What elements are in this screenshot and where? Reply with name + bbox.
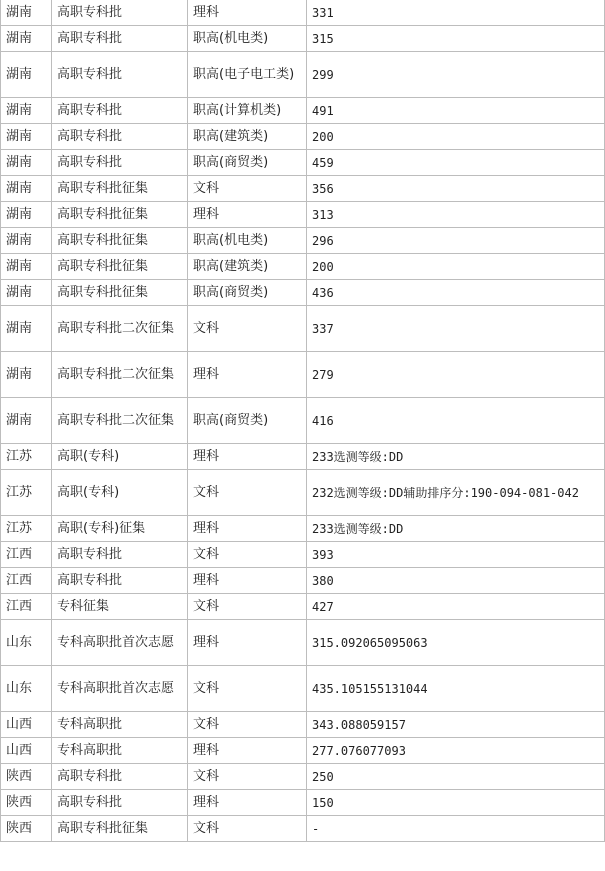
score-cell: 313: [307, 202, 605, 228]
score-cell: 343.088059157: [307, 712, 605, 738]
table-row: [1, 398, 605, 444]
batch-cell: 高职专科批征集: [52, 228, 188, 254]
batch-cell: 高职专科批: [52, 98, 188, 124]
batch-cell: 高职专科批: [52, 0, 188, 26]
score-cell: 436: [307, 280, 605, 306]
subject-cell: 理科: [188, 444, 307, 470]
province-cell: 湖南: [1, 0, 52, 26]
subject-cell: 文科: [188, 712, 307, 738]
batch-cell: 专科高职批: [52, 738, 188, 764]
table-row: [1, 738, 605, 764]
score-cell: 279: [307, 352, 605, 398]
subject-cell: 职高(商贸类): [188, 280, 307, 306]
table-row: [1, 254, 605, 280]
province-cell: 湖南: [1, 306, 52, 352]
province-cell: 山西: [1, 712, 52, 738]
batch-cell: 高职专科批: [52, 150, 188, 176]
table-row: [1, 594, 605, 620]
score-cell: 337: [307, 306, 605, 352]
subject-cell: 文科: [188, 764, 307, 790]
table-row: [1, 52, 605, 98]
score-cell: 427: [307, 594, 605, 620]
subject-cell: 理科: [188, 568, 307, 594]
subject-cell: 职高(商贸类): [188, 150, 307, 176]
province-cell: 湖南: [1, 124, 52, 150]
province-cell: 湖南: [1, 150, 52, 176]
province-cell: 湖南: [1, 176, 52, 202]
score-cell: 315: [307, 26, 605, 52]
table-row: [1, 306, 605, 352]
batch-cell: 高职专科批二次征集: [52, 352, 188, 398]
batch-cell: 高职专科批: [52, 790, 188, 816]
score-cell: 299: [307, 52, 605, 98]
score-cell: -: [307, 816, 605, 842]
batch-cell: 高职专科批征集: [52, 202, 188, 228]
score-cell: 356: [307, 176, 605, 202]
table-row: [1, 26, 605, 52]
table-row: [1, 470, 605, 516]
subject-cell: 职高(电子电工类): [188, 52, 307, 98]
province-cell: 山西: [1, 738, 52, 764]
batch-cell: 高职专科批二次征集: [52, 306, 188, 352]
province-cell: 湖南: [1, 52, 52, 98]
score-cell: 200: [307, 254, 605, 280]
table-row: [1, 0, 605, 26]
batch-cell: 高职专科批: [52, 542, 188, 568]
subject-cell: 理科: [188, 620, 307, 666]
score-cell: 331: [307, 0, 605, 26]
batch-cell: 高职专科批二次征集: [52, 398, 188, 444]
batch-cell: 高职专科批征集: [52, 816, 188, 842]
subject-cell: 文科: [188, 666, 307, 712]
province-cell: 山东: [1, 666, 52, 712]
table-row: [1, 280, 605, 306]
subject-cell: 理科: [188, 738, 307, 764]
batch-cell: 高职专科批: [52, 52, 188, 98]
province-cell: 江西: [1, 568, 52, 594]
province-cell: 湖南: [1, 398, 52, 444]
batch-cell: 专科高职批: [52, 712, 188, 738]
province-cell: 湖南: [1, 280, 52, 306]
subject-cell: 职高(商贸类): [188, 398, 307, 444]
batch-cell: 高职专科批: [52, 764, 188, 790]
batch-cell: 专科征集: [52, 594, 188, 620]
score-cell: 393: [307, 542, 605, 568]
score-cell: 232选测等级:DD辅助排序分:190-094-081-042: [307, 470, 605, 516]
province-cell: 江苏: [1, 444, 52, 470]
batch-cell: 高职专科批征集: [52, 254, 188, 280]
batch-cell: 高职专科批: [52, 124, 188, 150]
table-row: [1, 352, 605, 398]
province-cell: 湖南: [1, 228, 52, 254]
table-row: [1, 228, 605, 254]
table-row: [1, 712, 605, 738]
table-row: [1, 516, 605, 542]
batch-cell: 专科高职批首次志愿: [52, 666, 188, 712]
table-row: [1, 568, 605, 594]
subject-cell: 文科: [188, 816, 307, 842]
table-row: [1, 542, 605, 568]
table-row: [1, 150, 605, 176]
table-row: [1, 790, 605, 816]
table-row: [1, 444, 605, 470]
subject-cell: 文科: [188, 542, 307, 568]
table-row: [1, 176, 605, 202]
score-cell: 315.092065095063: [307, 620, 605, 666]
table-row: [1, 666, 605, 712]
province-cell: 陕西: [1, 790, 52, 816]
batch-cell: 专科高职批首次志愿: [52, 620, 188, 666]
table-row: [1, 98, 605, 124]
province-cell: 湖南: [1, 98, 52, 124]
subject-cell: 理科: [188, 352, 307, 398]
province-cell: 湖南: [1, 352, 52, 398]
score-cell: 491: [307, 98, 605, 124]
table-row: [1, 124, 605, 150]
score-cell: 233选测等级:DD: [307, 516, 605, 542]
table-row: [1, 202, 605, 228]
province-cell: 江苏: [1, 470, 52, 516]
score-cell: 416: [307, 398, 605, 444]
province-cell: 湖南: [1, 202, 52, 228]
score-cell: 380: [307, 568, 605, 594]
batch-cell: 高职专科批征集: [52, 176, 188, 202]
subject-cell: 文科: [188, 306, 307, 352]
batch-cell: 高职专科批征集: [52, 280, 188, 306]
subject-cell: 文科: [188, 470, 307, 516]
batch-cell: 高职(专科): [52, 470, 188, 516]
table-row: [1, 620, 605, 666]
province-cell: 陕西: [1, 764, 52, 790]
batch-cell: 高职(专科)征集: [52, 516, 188, 542]
score-cell: 200: [307, 124, 605, 150]
subject-cell: 职高(建筑类): [188, 124, 307, 150]
score-cell: 150: [307, 790, 605, 816]
score-cell: 233选测等级:DD: [307, 444, 605, 470]
subject-cell: 理科: [188, 516, 307, 542]
province-cell: 江西: [1, 542, 52, 568]
subject-cell: 文科: [188, 176, 307, 202]
subject-cell: 文科: [188, 594, 307, 620]
province-cell: 江苏: [1, 516, 52, 542]
score-cell: 459: [307, 150, 605, 176]
table-row: [1, 816, 605, 842]
score-cell: 277.076077093: [307, 738, 605, 764]
score-cell: 296: [307, 228, 605, 254]
province-cell: 湖南: [1, 254, 52, 280]
subject-cell: 职高(机电类): [188, 26, 307, 52]
subject-cell: 理科: [188, 0, 307, 26]
score-cell: 250: [307, 764, 605, 790]
province-cell: 陕西: [1, 816, 52, 842]
table-row: [1, 764, 605, 790]
province-cell: 山东: [1, 620, 52, 666]
subject-cell: 职高(机电类): [188, 228, 307, 254]
batch-cell: 高职(专科): [52, 444, 188, 470]
subject-cell: 理科: [188, 790, 307, 816]
batch-cell: 高职专科批: [52, 26, 188, 52]
batch-cell: 高职专科批: [52, 568, 188, 594]
subject-cell: 理科: [188, 202, 307, 228]
score-cell: 435.105155131044: [307, 666, 605, 712]
subject-cell: 职高(建筑类): [188, 254, 307, 280]
score-table-body: [1, 0, 605, 842]
subject-cell: 职高(计算机类): [188, 98, 307, 124]
province-cell: 湖南: [1, 26, 52, 52]
province-cell: 江西: [1, 594, 52, 620]
